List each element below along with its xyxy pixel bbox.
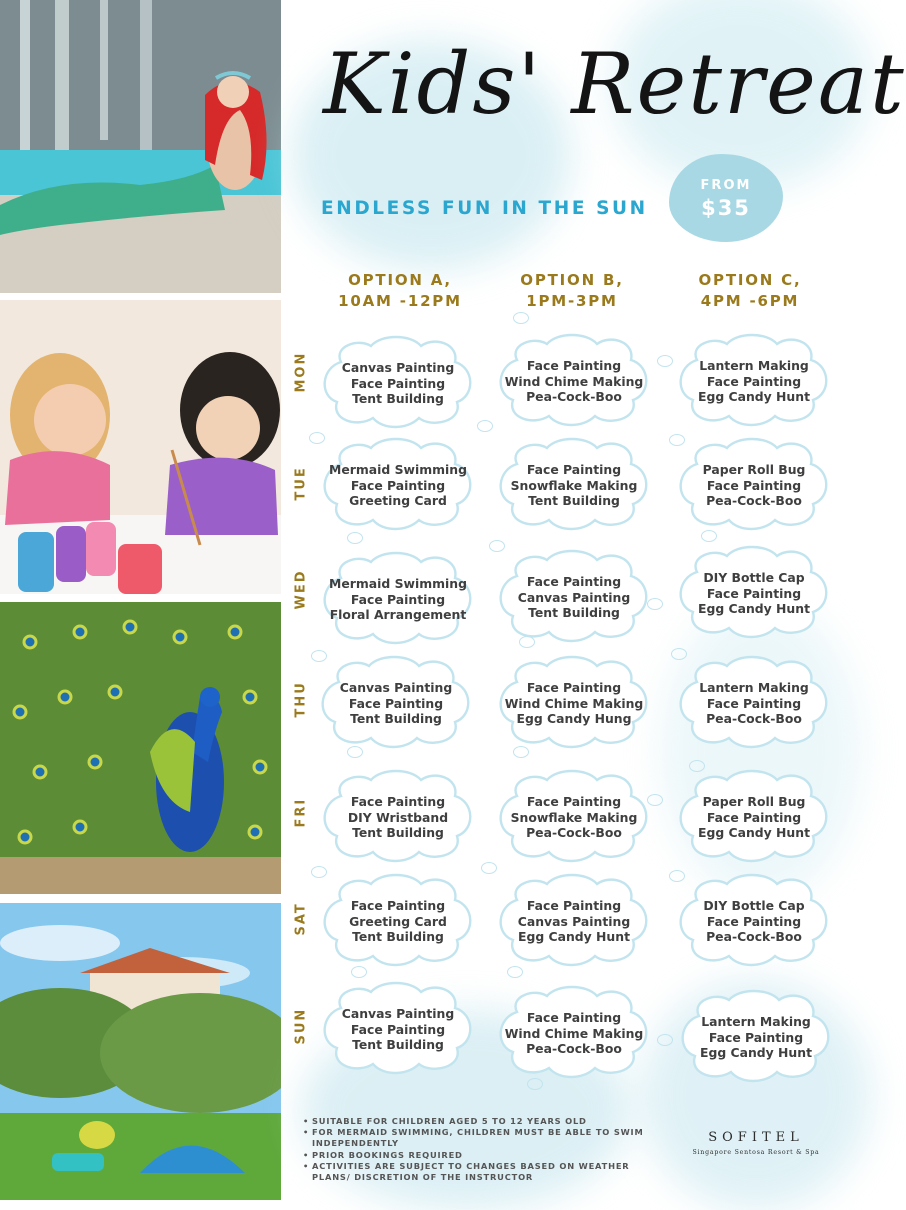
activity-item: Wind Chime Making xyxy=(504,1025,644,1041)
activity-item: Tent Building xyxy=(352,391,444,406)
day-label-tue: TUE xyxy=(293,466,309,501)
activity-list xyxy=(675,898,833,945)
activity-cloud xyxy=(317,652,475,750)
option-time: 10AM -12PM xyxy=(338,292,462,310)
activity-item: Wind Chime Making xyxy=(504,373,644,389)
activity-item: Canvas Painting xyxy=(341,1006,455,1021)
schedule-panel xyxy=(281,0,906,1200)
price-prefix: FROM xyxy=(700,178,752,193)
activity-item: Mermaid Swimming xyxy=(329,576,467,591)
activity-item: DIY Bottle Cap xyxy=(703,570,805,585)
day-label-thu: THU xyxy=(293,681,309,718)
option-header-b xyxy=(487,270,657,312)
activity-item: Tent Building xyxy=(528,493,620,508)
activity-item: Lantern Making xyxy=(699,358,809,373)
activity-item: Pea-Cock-Boo xyxy=(706,711,802,726)
activity-item: Paper Roll Bug xyxy=(702,794,806,809)
activity-item: Wind Chime Making xyxy=(504,695,644,711)
activity-list xyxy=(319,1006,477,1053)
page-subtitle: ENDLESS FUN IN THE SUN xyxy=(321,198,648,219)
activity-cloud xyxy=(495,766,653,864)
activity-item: Tent Building xyxy=(352,1037,444,1052)
activity-list xyxy=(319,360,477,407)
activity-item: Pea-Cock-Boo xyxy=(526,389,622,404)
activity-cloud xyxy=(319,548,477,646)
activity-list xyxy=(675,794,833,841)
option-time: 1PM-3PM xyxy=(526,292,618,310)
activity-item: DIY Wristband xyxy=(347,809,449,825)
activity-item: Face Painting xyxy=(706,585,802,601)
day-label-sat: SAT xyxy=(293,902,309,936)
note-item: • FOR MERMAID SWIMMING, CHILDREN MUST BE ABLE TO SWIM INDEPENDENTLY xyxy=(303,1127,653,1149)
activity-list xyxy=(495,680,653,727)
activity-item: Face Painting xyxy=(526,680,622,695)
activity-list xyxy=(675,680,833,727)
terms-notes xyxy=(303,1116,653,1183)
activity-cloud xyxy=(319,766,477,864)
day-label-wed: WED xyxy=(293,569,309,610)
note-item: • PRIOR BOOKINGS REQUIRED xyxy=(303,1150,653,1161)
activity-cloud xyxy=(495,330,653,428)
activity-item: Face Painting xyxy=(526,358,622,373)
activity-item: Snowflake Making xyxy=(510,809,638,825)
activity-item: Face Painting xyxy=(706,913,802,929)
day-label-sun: SUN xyxy=(293,1007,309,1045)
note-item: • ACTIVITIES ARE SUBJECT TO CHANGES BASED ON WEATHER PLANS/ DISCRETION OF THE INSTRUCTOR xyxy=(303,1161,653,1183)
brand-name: SOFITEL xyxy=(708,1130,804,1145)
activity-list xyxy=(319,898,477,945)
note-item: • SUITABLE FOR CHILDREN AGED 5 TO 12 YEARS OLD xyxy=(303,1116,653,1127)
price-amount: $35 xyxy=(701,196,751,220)
activity-cloud xyxy=(675,766,833,864)
option-name: OPTION B, xyxy=(520,271,624,289)
activity-item: Canvas Painting xyxy=(339,680,453,695)
activity-cloud xyxy=(495,982,653,1080)
activity-item: Face Painting xyxy=(526,1010,622,1025)
activity-cloud xyxy=(319,434,477,532)
activity-item: Pea-Cock-Boo xyxy=(706,929,802,944)
activity-list xyxy=(675,570,833,617)
activity-item: Pea-Cock-Boo xyxy=(706,493,802,508)
activity-cloud xyxy=(495,546,653,644)
activity-cloud xyxy=(319,870,477,968)
activity-list xyxy=(495,358,653,405)
option-header-a xyxy=(315,270,485,312)
mermaid-photo xyxy=(0,0,281,293)
activity-item: Egg Candy Hunt xyxy=(518,929,630,944)
activity-item: Face Painting xyxy=(526,462,622,477)
page-title: Kids' Retreat xyxy=(323,35,906,133)
activity-item: Face Painting xyxy=(706,809,802,825)
activity-list xyxy=(319,576,477,623)
option-name: OPTION C, xyxy=(698,271,802,289)
activity-item: Face Painting xyxy=(350,898,446,913)
activity-item: Tent Building xyxy=(350,711,442,726)
activity-item: Face Painting xyxy=(526,794,622,809)
activity-cloud xyxy=(675,870,833,968)
activity-item: Lantern Making xyxy=(699,680,809,695)
activity-item: Paper Roll Bug xyxy=(702,462,806,477)
activity-item: Pea-Cock-Boo xyxy=(526,825,622,840)
kids-painting-photo xyxy=(0,300,281,594)
activity-item: Tent Building xyxy=(352,929,444,944)
peacock-photo xyxy=(0,602,281,894)
activity-cloud xyxy=(675,434,833,532)
activity-item: Face Painting xyxy=(526,898,622,913)
activity-item: Canvas Painting xyxy=(517,589,631,605)
activity-item: Pea-Cock-Boo xyxy=(526,1041,622,1056)
activity-list xyxy=(675,462,833,509)
activity-item: Greeting Card xyxy=(349,913,447,929)
activity-cloud xyxy=(495,870,653,968)
activity-cloud xyxy=(319,978,477,1076)
activity-item: Face Painting xyxy=(706,695,802,711)
activity-list xyxy=(495,574,653,621)
activity-item: Face Painting xyxy=(348,695,444,711)
activity-cloud xyxy=(495,434,653,532)
activity-item: Egg Candy Hung xyxy=(516,711,632,726)
activity-item: Face Painting xyxy=(350,1021,446,1037)
activity-item: Tent Building xyxy=(528,605,620,620)
activity-item: DIY Bottle Cap xyxy=(703,898,805,913)
activity-list xyxy=(319,462,477,509)
activity-list xyxy=(319,794,477,841)
activity-list xyxy=(675,358,833,405)
activity-item: Face Painting xyxy=(526,574,622,589)
activity-item: Mermaid Swimming xyxy=(329,462,467,477)
day-label-mon: MON xyxy=(293,351,309,393)
activity-item: Face Painting xyxy=(350,794,446,809)
activity-item: Face Painting xyxy=(706,477,802,493)
activity-item: Egg Candy Hunt xyxy=(698,601,810,616)
brand-tagline: Singapore Sentosa Resort & Spa xyxy=(692,1149,820,1156)
activity-item: Floral Arrangement xyxy=(329,607,467,622)
activity-item: Lantern Making xyxy=(701,1014,811,1029)
activity-list xyxy=(677,1014,835,1061)
price-badge xyxy=(669,154,783,242)
activity-cloud xyxy=(495,652,653,750)
activity-list xyxy=(495,462,653,509)
activity-item: Canvas Painting xyxy=(517,913,631,929)
activity-cloud xyxy=(319,332,477,430)
activity-item: Face Painting xyxy=(706,373,802,389)
activity-item: Face Painting xyxy=(350,477,446,493)
activity-list xyxy=(495,898,653,945)
activity-list xyxy=(495,1010,653,1057)
option-header-c xyxy=(665,270,835,312)
day-label-fri: FRI xyxy=(293,797,309,828)
activity-item: Canvas Painting xyxy=(341,360,455,375)
activity-list xyxy=(317,680,475,727)
activity-item: Greeting Card xyxy=(349,493,447,508)
activity-cloud xyxy=(675,542,833,640)
activity-item: Face Painting xyxy=(350,375,446,391)
activity-item: Egg Candy Hunt xyxy=(698,825,810,840)
activity-list xyxy=(495,794,653,841)
resort-garden-photo xyxy=(0,903,281,1200)
activity-cloud xyxy=(675,652,833,750)
activity-cloud xyxy=(675,330,833,428)
activity-cloud xyxy=(677,986,835,1084)
activity-item: Face Painting xyxy=(350,591,446,607)
option-name: OPTION A, xyxy=(348,271,452,289)
activity-item: Face Painting xyxy=(708,1029,804,1045)
activity-item: Snowflake Making xyxy=(510,477,638,493)
option-time: 4PM -6PM xyxy=(700,292,800,310)
activity-item: Egg Candy Hunt xyxy=(700,1045,812,1060)
activity-item: Tent Building xyxy=(352,825,444,840)
sofitel-logo xyxy=(681,1130,831,1156)
activity-item: Egg Candy Hunt xyxy=(698,389,810,404)
